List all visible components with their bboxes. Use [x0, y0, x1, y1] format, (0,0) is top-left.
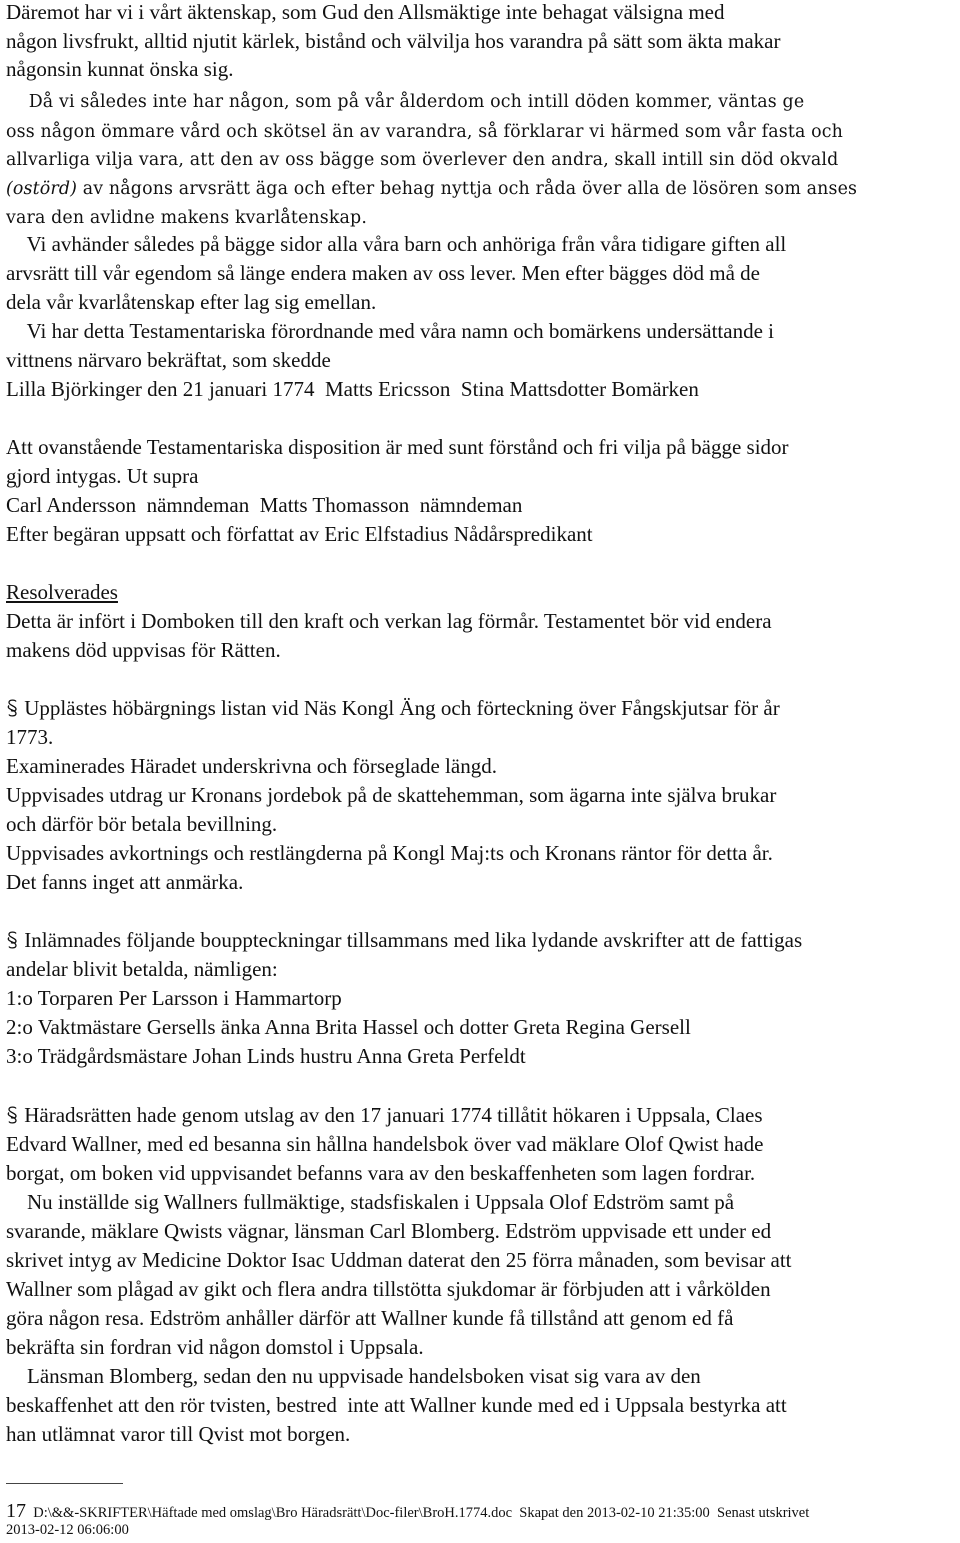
text-line: gjord intygas. Ut supra [6, 464, 199, 488]
text-line: Vi avhänder således på bägge sidor alla våra barn och anhöriga från våra tidigare giften all [6, 232, 787, 256]
list-item: 3:o Trädgårdsmästare Johan Linds hustru Anna Greta Perfeldt [6, 1044, 526, 1068]
text-line: Då vi således inte har någon, som på vår ålderdom och intill döden kommer, väntas ge [6, 92, 805, 112]
text-line: någon livsfrukt, alltid njutit kärlek, bistånd och välvilja hos varandra på sätt som äkta makar [6, 29, 781, 53]
text-line: skrivet intyg av Medicine Doktor Isac Uddman daterat den 25 förra månaden, som bevisar att [6, 1248, 792, 1272]
section-sign-icon [6, 1105, 19, 1125]
text-line: Länsman Blomberg, sedan den nu uppvisade handelsboken visat sig vara av den [6, 1364, 701, 1388]
text-run: Men efter bägges död må de [516, 261, 760, 285]
text-line: han utlämnat varor till Qvist mot borgen. [6, 1422, 351, 1446]
text-line: bekräfta sin fordran vid någon domstol i Uppsala. [6, 1335, 424, 1359]
text-line: någonsin kunnat önska sig. [6, 57, 234, 81]
text-line: svarande, mäklare Qwists vägnar, länsman Carl Blomberg. Edström uppvisade ett under ed [6, 1219, 772, 1243]
text-line: Uppvisades avkortnings och restlängderna på Kongl Maj:ts och Kronans räntor för detta år. [6, 841, 773, 865]
text-line: Edvard Wallner, med ed besanna sin hållna handelsbok över vad mäklare Olof Qwist hade [6, 1132, 764, 1156]
signature-line: Carl Andersson nämndeman Matts Thomasson nämndeman [6, 493, 523, 517]
text-line: makens död uppvisas för Rätten. [6, 638, 281, 662]
text-italic: (ostörd) [6, 179, 78, 199]
text-line: oss någon ömmare vård och skötsel än av varandra, så förklarar vi härmed som vår fasta och [6, 122, 844, 142]
text-line [6, 1101, 763, 1130]
text-run: av någons arvsrätt äga och efter behag nyttja och råda över alla de lösören som anses [77, 179, 858, 199]
text-line: Wallner som plågad av gikt och flera andra tillstötta sjukdomar är förbjuden att i vårkölden [6, 1277, 771, 1301]
text-line [6, 926, 802, 955]
section-sign-icon [6, 698, 19, 718]
text-line: 1773. [6, 725, 54, 749]
text-line: vara den avlidne makens kvarlåtenskap. [6, 208, 368, 228]
text-run: arvsrätt till vår egendom så länge endera maken av oss lever. [6, 261, 517, 285]
text-line: andelar blivit betalda, nämligen: [6, 957, 278, 981]
text-line [6, 175, 857, 204]
text-line [6, 259, 760, 288]
page-footer [6, 1500, 809, 1523]
text-line: beskaffenhet att den rör tvisten, bestred inte att Wallner kunde med ed i Uppsala bestyrka att [6, 1393, 787, 1417]
list-item: 1:o Torparen Per Larsson i Hammartorp [6, 986, 342, 1010]
text-run: Upplästes höbärgnings listan vid Näs Kongl Äng och förteckning över Fångskjutsar för år [19, 696, 780, 720]
section-sign-icon [6, 930, 19, 950]
text-line: Efter begäran uppsatt och författat av Eric Elfstadius Nådårspredikant [6, 522, 593, 546]
text-line: Nu inställde sig Wallners fullmäktige, stadsfiskalen i Uppsala Olof Edström samt på [6, 1190, 735, 1214]
text-line: borgat, om boken vid uppvisandet befanns vara av den beskaffenheten som lagen fordrar. [6, 1161, 756, 1185]
text-run: Inlämnades följande bouppteckningar tillsammans med lika lydande avskrifter att de fattigas [19, 928, 803, 952]
text-line: Vi har detta Testamentariska förordnande med våra namn och bomärkens undersättande i [6, 319, 774, 343]
text-line: dela vår kvarlåtenskap efter lag sig emellan. [6, 290, 377, 314]
text-line: Det fanns inget att anmärka. [6, 870, 244, 894]
text-line: Detta är infört i Domboken till den kraft och verkan lag förmår. Testamentet bör vid endera [6, 609, 772, 633]
footer-divider [6, 1483, 123, 1484]
file-path: D:\&&-SKRIFTER\Häftade med omslag\Bro Häradsrätt\Doc-filer\BroH.1774.doc Skapat den 2013-02-10 21:35:00 Senast utskrivet [33, 1505, 810, 1521]
list-item: 2:o Vaktmästare Gersells änka Anna Brita Hassel och dotter Greta Regina Gersell [6, 1015, 691, 1039]
page-number: 17 [6, 1500, 26, 1522]
text-line: Att ovanstående Testamentariska disposition är med sunt förstånd och fri vilja på bägge sidor [6, 435, 789, 459]
section-heading: Resolverades [6, 580, 118, 604]
text-run: Häradsrätten hade genom utslag av den 17 januari 1774 tillåtit hökaren i Uppsala, Claes [19, 1103, 763, 1127]
printed-date: 2013-02-12 06:06:00 [6, 1522, 129, 1538]
text-line: allvarliga vilja vara, att den av oss bägge som överlever den andra, skall intill sin död okvald [6, 150, 839, 170]
signature-line: Lilla Björkinger den 21 januari 1774 Matts Ericsson Stina Mattsdotter Bomärken [6, 377, 699, 401]
text-line: och därför bör betala bevillning. [6, 812, 278, 836]
text-line [6, 694, 780, 723]
text-line: Examinerades Häradet underskrivna och förseglade längd. [6, 754, 497, 778]
text-line: vittnens närvaro bekräftat, som skedde [6, 348, 331, 372]
text-line: Däremot har vi i vårt äktenskap, som Gud den Allsmäktige inte behagat välsigna med [6, 0, 725, 24]
text-line: göra någon resa. Edström anhåller därför att Wallner kunde få tillstånd att genom ed få [6, 1306, 734, 1330]
text-line: Uppvisades utdrag ur Kronans jordebok på de skattehemman, som ägarna inte själva brukar [6, 783, 777, 807]
